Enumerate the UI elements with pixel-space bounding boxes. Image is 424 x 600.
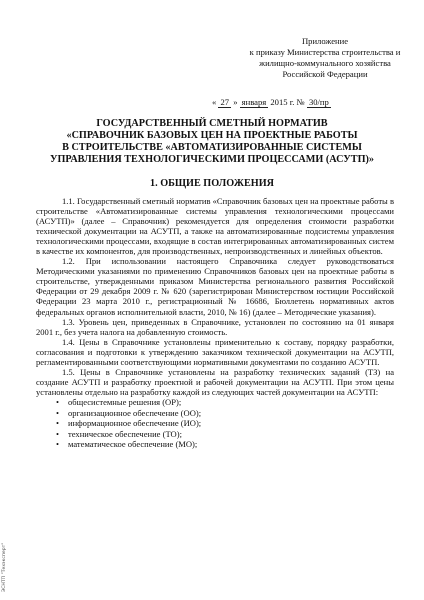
order-year-suffix: г. [289, 97, 295, 107]
list-item-text: математическое обеспечение (МО); [68, 439, 198, 450]
bullet-icon: • [56, 418, 59, 429]
documentation-parts-list [36, 397, 394, 450]
bullet-icon: • [56, 439, 59, 450]
open-quote: « [212, 97, 217, 107]
appendix-block [240, 36, 410, 80]
order-day: 27 [220, 97, 230, 107]
bullet-icon: • [56, 396, 59, 407]
bullet-icon: • [56, 428, 59, 439]
order-year: 2015 [270, 97, 288, 107]
paragraph-1-1: 1.1. Государственный сметный норматив «Справочник базовых цен на проектные работы в строительстве «Автоматизированные системы управления технологическими процессами (АСУТП)» (далее – Справочник) рекомендуется для определения стоимости разработки технической документации на АСУТП, а также на автоматизированные подсистемы управления технологическими процессами, входящие в состав интегрированных автоматизированных систем в качестве их компонентов, для производственных, непроизводственных и линейных объектов. [36, 196, 394, 257]
list-item [36, 439, 394, 450]
list-item [36, 429, 394, 440]
list-item [36, 418, 394, 429]
order-number: 30/пр [308, 97, 329, 107]
appendix-line: Российской Федерации [282, 69, 368, 79]
close-quote: » [233, 97, 238, 107]
title-line: УПРАВЛЕНИЯ ТЕХНОЛОГИЧЕСКИМИ ПРОЦЕССАМИ (АСУТП)» [50, 154, 374, 165]
document-body [36, 196, 394, 450]
paragraph-1-4: 1.4. Цены в Справочнике установлены применительно к составу, порядку разработки, согласования и подготовки к утверждению заказчиком технической документации на АСУТП, регламентированными соответствующими нормативными документами по созданию АСУТП. [36, 336, 394, 367]
appendix-line: к приказу Министерства строительства и [249, 47, 401, 57]
title-line: В СТРОИТЕЛЬСТВЕ «АВТОМАТИЗИРОВАННЫЕ СИСТЕМЫ [62, 142, 362, 153]
order-month: января [241, 97, 267, 107]
order-date-line [212, 97, 372, 108]
appendix-line: жилищно-коммунального хозяйства [259, 58, 391, 68]
appendix-line: Приложение [301, 36, 349, 46]
document-title [40, 118, 384, 166]
section-heading: 1. ОБЩИЕ ПОЛОЖЕНИЯ [150, 178, 274, 189]
watermark-text: ЭСНТП "Техэксперт" [2, 542, 7, 592]
list-item-text: техническое обеспечение (ТО); [68, 428, 182, 439]
bullet-icon: • [56, 407, 59, 418]
paragraph-1-5: 1.5. Цены в Справочнике установлены на разработку технических заданий (ТЗ) на создание АСУТП и разработку проектной и рабочей документации на АСУТП. При этом цены установлены отдельно на разработку каждой из следующих частей документации на АСУТП: [36, 366, 394, 397]
list-item-text: общесистемные решения (ОР); [68, 396, 182, 407]
title-line: ГОСУДАРСТВЕННЫЙ СМЕТНЫЙ НОРМАТИВ [96, 118, 328, 129]
list-item-text: организационное обеспечение (ОО); [68, 407, 202, 418]
paragraph-1-2: 1.2. При использовании настоящего Справочника следует руководствоваться Методическими указаниями по применению Справочников базовых цен на проектные работы в строительстве, утвержденными приказом Министерства регионального развития Российской Федерации от 29 декабря 2009 г. № 620 (зарегистрирован Министерством юстиции Российской Федерации 23 марта 2010 г., регистрационный № 16686, Бюллетень нормативных актов федеральных органов исполнительной власти, 2010, № 16) (далее – Методические указания). [36, 256, 394, 317]
list-item-text: информационное обеспечение (ИО); [68, 418, 202, 429]
paragraph-1-3: 1.3. Уровень цен, приведенных в Справочнике, установлен по состоянию на 01 января 2001 г., без учета налога на добавленную стоимость. [36, 316, 394, 337]
list-item [36, 397, 394, 408]
order-number-sign: № [296, 97, 305, 107]
list-item [36, 408, 394, 419]
title-line: «СПРАВОЧНИК БАЗОВЫХ ЦЕН НА ПРОЕКТНЫЕ РАБОТЫ [66, 130, 358, 141]
